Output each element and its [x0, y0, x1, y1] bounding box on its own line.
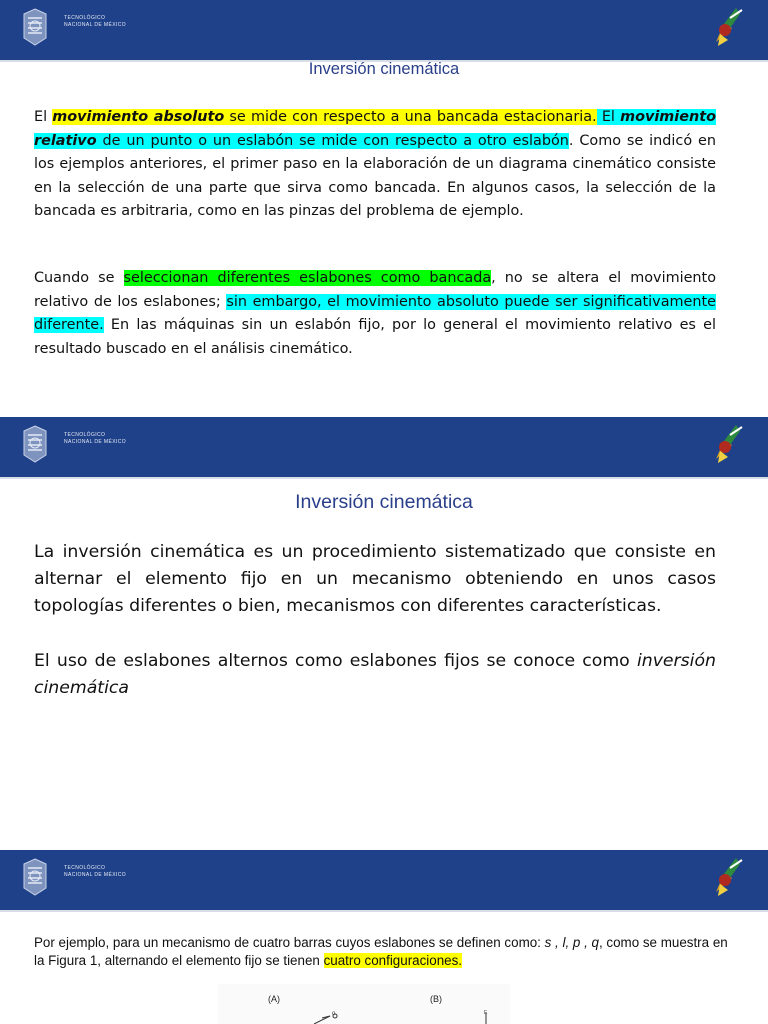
tecnm-logo-icon — [22, 8, 48, 46]
four-bar-sketch — [218, 984, 510, 1024]
paragraph-2: El uso de eslabones alternos como eslabones fijos se conoce como inversión cinemática — [34, 651, 716, 698]
mascot-icon — [710, 4, 744, 48]
logo-text: TECNOLÓGICO NACIONAL DE MÉXICO — [64, 432, 127, 445]
paragraph-1: El movimiento absoluto se mide con respecto a una bancada estacionaria. El movimiento relativo de un punto o un eslabón se mide con respecto a otro eslabón. Como se indicó en los ejemplos anteriores, el primer paso en la elaboración de un diagrama cinemático consiste en la selección de una parte que sirva como bancada. En algunos casos, la selección de la bancada es arbitraria, como en las pinzas del problema de ejemplo. — [34, 109, 716, 219]
paragraph-1: La inversión cinemática es un procedimiento sistematizado que consiste en alternar el elemento fijo en un mecanismo obteniendo en unos casos topologías diferentes o bien, mecanismos con diferentes características. — [34, 542, 716, 616]
tecnm-logo-icon — [22, 858, 48, 896]
logo-text: TECNOLÓGICO NACIONAL DE MÉXICO — [64, 15, 127, 28]
slide-1 — [0, 0, 768, 388]
figure-label-b: (B) — [430, 994, 442, 1004]
slide-banner — [0, 0, 768, 62]
slide-banner — [0, 417, 768, 479]
slide-title: Inversión cinemática — [295, 491, 473, 513]
figure-label-a: (A) — [268, 994, 280, 1004]
paragraph-2: Cuando se seleccionan diferentes eslabones como bancada, no se altera el movimiento relativo de los eslabones; sin embargo, el movimiento absoluto puede ser significativamente diferente. En las máquinas sin un eslabón fijo, por lo general el movimiento relativo es el resultado buscado en el análisis cinemático. — [34, 270, 717, 357]
slide-separator — [0, 388, 768, 417]
mascot-icon — [710, 421, 744, 465]
figure-1 — [218, 984, 510, 1024]
slide-2 — [0, 417, 768, 821]
point-o-label: o — [332, 1011, 336, 1017]
tecnm-logo-icon — [22, 425, 48, 463]
slide-banner — [0, 850, 768, 912]
slide-separator — [0, 821, 768, 850]
mascot-icon — [710, 854, 744, 898]
point-e-label: E — [484, 1010, 488, 1016]
slide-title: Inversión cinemática — [308, 60, 460, 78]
paragraph-1: Por ejemplo, para un mecanismo de cuatro barras cuyos eslabones se definen como: s , l, p , q, como se muestra en la Figura 1, alternando el elemento fijo se tienen cuatro configuraciones. — [34, 935, 728, 968]
logo-text: TECNOLÓGICO NACIONAL DE MÉXICO — [64, 865, 127, 878]
